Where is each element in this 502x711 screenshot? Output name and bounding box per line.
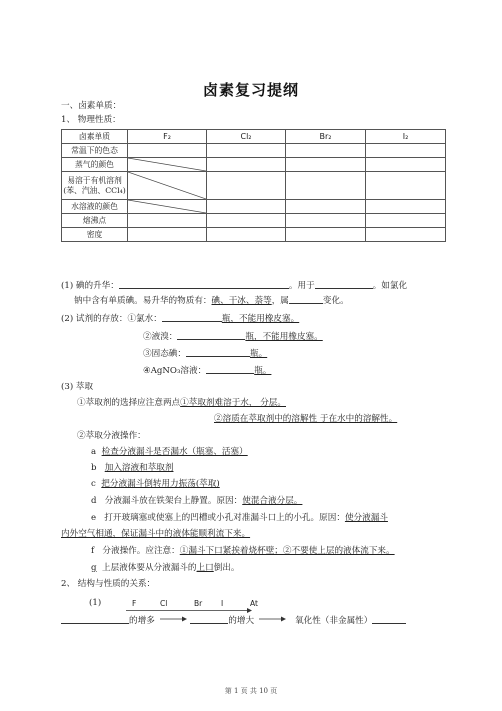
sequence-arrow-icon: [126, 608, 252, 613]
section-heading-halogen-elements: 一、卤素单质：: [61, 101, 122, 111]
answer-text: 使分液漏斗: [344, 513, 388, 523]
text: ，属: [271, 296, 289, 306]
subsection-structure-property: 2、 结构与性质的关系：: [61, 579, 156, 589]
element-symbol: Cl: [160, 599, 168, 608]
table-header-cell: I₂: [366, 130, 446, 144]
table-header-cell: Br₂: [286, 130, 366, 144]
table-header-cell: 卤素单质: [62, 130, 128, 144]
answer-blank: [372, 614, 406, 624]
table-cell: [207, 172, 286, 200]
table-header-cell: F₂: [128, 130, 207, 144]
table-cell: [366, 172, 446, 200]
answer-blank: [119, 279, 289, 289]
text: 的增多: [129, 616, 155, 626]
text: 。用于: [288, 281, 315, 291]
step-marker: d: [91, 496, 97, 506]
table-cell: [366, 158, 446, 172]
step-marker: f: [91, 546, 95, 556]
relation-chain: [61, 614, 406, 627]
row-label: 水溶液的颜色: [62, 200, 128, 214]
table-cell-crossed: [128, 158, 207, 172]
step-e-cont: [61, 529, 250, 540]
table-cell: [286, 200, 366, 214]
item-storage-silver-nitrate: [143, 364, 271, 377]
text: 变化。: [322, 296, 349, 306]
text: 分液操作。应注意：: [102, 546, 180, 556]
answer-text: 使混合液分层。: [242, 496, 303, 506]
table-row: [62, 214, 446, 228]
answer-text: 瓶。: [249, 349, 268, 359]
text: 分液漏斗放在铁架台上静置。原因：: [104, 496, 243, 506]
step-g: [91, 563, 240, 574]
separation-steps-heading: ②萃取分液操作：: [77, 431, 146, 441]
step-marker: c: [91, 479, 96, 489]
element-symbol: I: [221, 599, 224, 608]
answer-blank: [177, 330, 245, 340]
row-label: 蒸气的颜色: [62, 158, 128, 172]
table-header-cell: Cl₂: [207, 130, 286, 144]
text: ③固态碘：: [143, 349, 186, 359]
answer-blank: [186, 347, 250, 357]
page-footer: 第 1 页 共 10 页: [224, 687, 278, 695]
table-row: [62, 144, 446, 158]
table-cell: [207, 144, 286, 158]
answer-text: 加入溶液和萃取剂: [104, 463, 174, 473]
item-extraction-heading: (3) 萃取: [61, 382, 94, 392]
item-sublimation: [61, 279, 407, 292]
table-cell: [366, 200, 446, 214]
answer-text: 把分液漏斗倒转用力振荡(萃取): [101, 479, 220, 489]
answer-text: 瓶，不能用橡皮塞。: [245, 332, 323, 342]
step-marker: b: [91, 463, 97, 473]
answer-text: 瓶，不能用橡皮塞。: [221, 314, 300, 324]
table-cell: [207, 158, 286, 172]
answer-blank: [289, 294, 323, 304]
relation-number: (1): [89, 598, 102, 608]
table-cell: [366, 144, 446, 158]
row-label: 密度: [62, 228, 128, 242]
text: 的增大: [228, 616, 255, 626]
text: 氧化性（非金属性）: [295, 616, 373, 626]
right-arrow-icon: [257, 616, 287, 622]
text: (2) 试剂的存放：①氯水：: [61, 314, 162, 324]
table-cell: [286, 214, 366, 228]
text: ②液溴：: [143, 332, 178, 342]
step-marker: a: [91, 447, 97, 457]
row-label: 常温下的色态: [62, 144, 128, 158]
text: 打开玻璃塞或使塞上的凹槽或小孔对准漏斗口上的小孔。原因：: [104, 513, 345, 523]
text: 钠中含有单质碘。易升华的物质有：: [74, 296, 212, 306]
text: ④AgNO₃溶液：: [143, 366, 207, 376]
step-d: [91, 496, 302, 507]
row-label-line: 易溶于有机溶剂: [67, 175, 122, 185]
table-row: [62, 158, 446, 172]
step-c: [91, 479, 220, 490]
step-a: [91, 447, 248, 458]
table-row: [62, 172, 446, 200]
answer-blank: [61, 614, 129, 624]
table-header-row: [62, 130, 446, 144]
answer-blank: [206, 364, 254, 374]
table-cell-crossed: [128, 172, 207, 200]
answer-text: 内外空气相通，保证漏斗中的液体能顺利流下来。: [61, 529, 251, 539]
table-cell: [207, 200, 286, 214]
table-cell: [286, 172, 366, 200]
table-cell: [286, 158, 366, 172]
table-cell: [286, 144, 366, 158]
answer-blank: [315, 279, 373, 289]
table-cell: [128, 228, 207, 242]
element-symbol: F: [132, 599, 137, 608]
table-cell: [286, 228, 366, 242]
step-f: [91, 546, 395, 557]
answer-text: 检查分液漏斗是否漏水（瓶塞、活塞）: [101, 447, 248, 457]
row-label-line: (苯、汽油、CCl₄): [63, 185, 126, 195]
step-marker: e: [91, 513, 97, 523]
table-cell: [366, 228, 446, 242]
item-sublimation-cont: [74, 294, 349, 307]
answer-blank: [162, 312, 222, 322]
step-marker: g: [91, 563, 97, 573]
table-cell: [207, 214, 286, 228]
right-arrow-icon: [158, 616, 188, 622]
extraction-solvent-criteria-2: [214, 414, 397, 425]
table-cell-crossed: [128, 200, 207, 214]
answer-text: 碘、干冰、萘等: [211, 296, 272, 306]
step-b: [91, 463, 173, 474]
text: 。如氯化: [372, 281, 408, 291]
answer-text: ②溶质在萃取剂中的溶解性 于在水中的溶解性。: [214, 414, 398, 424]
element-symbol: Br: [194, 599, 203, 608]
step-e: [91, 513, 388, 524]
table-cell: [366, 214, 446, 228]
answer-text: 上口: [196, 563, 214, 573]
subsection-physical-properties: 1、 物理性质：: [61, 115, 121, 125]
extraction-solvent-criteria: [77, 398, 286, 409]
text: 倒出。: [213, 563, 240, 573]
table-row: [62, 200, 446, 214]
table-cell: [207, 228, 286, 242]
item-storage-iodine: [143, 347, 267, 360]
answer-text: ①萃取剂难溶于水， 分层。: [180, 398, 286, 408]
text: (1) 碘的升华：: [61, 281, 119, 291]
item-storage-chlorine-water: [61, 312, 299, 325]
text: 上层液体要从分液漏斗的: [101, 563, 197, 573]
halogen-sequence: [118, 597, 268, 613]
answer-text: 瓶。: [254, 366, 272, 376]
text: ①萃取剂的选择应注意两点: [77, 398, 181, 408]
answer-text: ①漏斗下口紧挨着烧杯壁；②不要使上层的液体流下来。: [179, 546, 395, 556]
item-storage-bromine: [143, 330, 323, 343]
row-label: 熔沸点: [62, 214, 128, 228]
answer-blank: [190, 614, 228, 624]
physical-properties-table: [61, 129, 446, 242]
row-label: [62, 172, 128, 200]
table-cell: [128, 144, 207, 158]
element-symbol: At: [250, 599, 258, 608]
document-title: 卤素复习提纲: [202, 81, 299, 99]
table-row: [62, 228, 446, 242]
table-cell: [128, 214, 207, 228]
